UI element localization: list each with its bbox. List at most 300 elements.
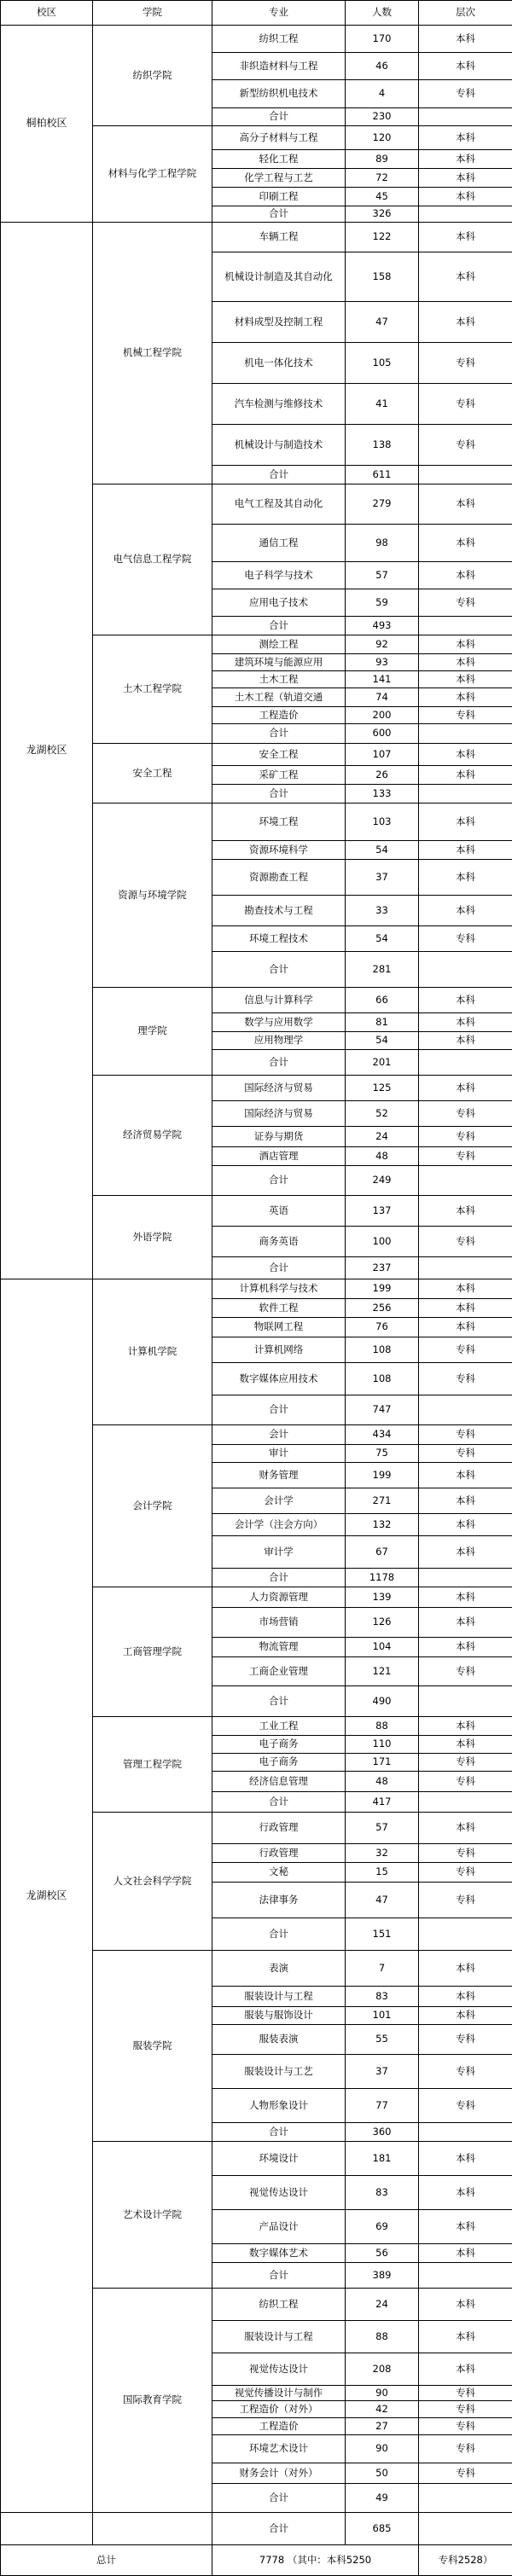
subtotal-count: 360 xyxy=(346,2123,419,2142)
level-cell: 专科 xyxy=(419,1101,512,1127)
count-cell: 74 xyxy=(346,688,419,707)
count-cell: 47 xyxy=(346,302,419,343)
count-cell: 66 xyxy=(346,988,419,1013)
college-name: 理学院 xyxy=(93,988,212,1076)
level-cell: 本科 xyxy=(419,744,512,766)
count-cell: 105 xyxy=(346,343,419,384)
count-cell: 93 xyxy=(346,654,419,671)
major-cell: 国际经济与贸易 xyxy=(212,1101,346,1127)
subtotal-count: 490 xyxy=(346,1686,419,1717)
level-cell: 本科 xyxy=(419,1463,512,1488)
subtotal-level xyxy=(419,1050,512,1076)
count-cell: 37 xyxy=(346,860,419,896)
count-cell: 141 xyxy=(346,671,419,688)
major-cell: 数学与应用数学 xyxy=(212,1013,346,1032)
level-cell: 本科 xyxy=(419,654,512,671)
extra-level-cell xyxy=(419,2513,512,2545)
major-cell: 车辆工程 xyxy=(212,223,346,252)
subtotal-label: 合计 xyxy=(212,1050,346,1076)
campus-name: 龙湖校区 xyxy=(1,223,93,1279)
college-name: 计算机学院 xyxy=(93,1279,212,1425)
level-cell: 专科 xyxy=(419,425,512,466)
campus-name: 桐柏校区 xyxy=(1,26,93,223)
subtotal-count: 49 xyxy=(346,2484,419,2513)
extra-campus-cell xyxy=(1,2513,93,2545)
level-cell: 专科 xyxy=(419,2401,512,2418)
major-cell: 计算机科学与技术 xyxy=(212,1279,346,1299)
college-name: 土木工程学院 xyxy=(93,635,212,744)
count-cell: 15 xyxy=(346,1863,419,1883)
count-cell: 24 xyxy=(346,1127,419,1147)
grand-total-value: 7778 （其中：本科5250 xyxy=(212,2545,419,2576)
count-cell: 27 xyxy=(346,2418,419,2435)
count-cell: 171 xyxy=(346,1754,419,1772)
subtotal-label: 合计 xyxy=(212,1686,346,1717)
subtotal-count: 600 xyxy=(346,724,419,744)
major-cell: 土木工程 xyxy=(212,671,346,688)
level-cell: 本科 xyxy=(419,484,512,525)
major-cell: 商务英语 xyxy=(212,1227,346,1257)
level-cell: 专科 xyxy=(419,2055,512,2089)
level-cell: 专科 xyxy=(419,1363,512,1395)
level-cell: 本科 xyxy=(419,2353,512,2386)
college-name: 材料与化学工程学院 xyxy=(93,126,212,223)
count-cell: 122 xyxy=(346,223,419,252)
header-college: 学院 xyxy=(93,1,212,26)
count-cell: 46 xyxy=(346,53,419,80)
level-cell: 本科 xyxy=(419,896,512,926)
level-cell: 本科 xyxy=(419,1514,512,1536)
subtotal-label: 合计 xyxy=(212,617,346,635)
level-cell: 专科 xyxy=(419,2418,512,2435)
count-cell: 108 xyxy=(346,1363,419,1395)
count-cell: 52 xyxy=(346,1101,419,1127)
major-cell: 工程造价（对外） xyxy=(212,2401,346,2418)
major-cell: 电气工程及其自动化 xyxy=(212,484,346,525)
count-cell: 83 xyxy=(346,2176,419,2210)
major-cell: 环境工程 xyxy=(212,804,346,841)
level-cell: 专科 xyxy=(419,1445,512,1463)
subtotal-count: 237 xyxy=(346,1257,419,1279)
header-major: 专业 xyxy=(212,1,346,26)
count-cell: 92 xyxy=(346,635,419,654)
level-cell: 本科 xyxy=(419,2289,512,2321)
subtotal-count: 133 xyxy=(346,785,419,804)
subtotal-label: 合计 xyxy=(212,785,346,804)
major-cell: 国际经济与贸易 xyxy=(212,1076,346,1101)
subtotal-label: 合计 xyxy=(212,1166,346,1196)
major-cell: 工程造价 xyxy=(212,2418,346,2435)
major-cell: 审计学 xyxy=(212,1536,346,1569)
level-cell: 专科 xyxy=(419,926,512,952)
level-cell: 本科 xyxy=(419,1987,512,2007)
count-cell: 132 xyxy=(346,1514,419,1536)
level-cell: 专科 xyxy=(419,384,512,425)
count-cell: 83 xyxy=(346,1987,419,2007)
count-cell: 88 xyxy=(346,2321,419,2353)
count-cell: 200 xyxy=(346,707,419,724)
count-cell: 108 xyxy=(346,1337,419,1363)
level-cell: 本科 xyxy=(419,1076,512,1101)
college-name: 会计学院 xyxy=(93,1425,212,1587)
major-cell: 电子科学与技术 xyxy=(212,562,346,589)
subtotal-label: 合计 xyxy=(212,724,346,744)
grand-total-label: 总计 xyxy=(1,2545,212,2576)
level-cell: 本科 xyxy=(419,671,512,688)
major-cell: 行政管理 xyxy=(212,1844,346,1863)
level-cell: 本科 xyxy=(419,223,512,252)
level-cell: 本科 xyxy=(419,1813,512,1844)
major-cell: 资源环境科学 xyxy=(212,841,346,860)
major-cell: 轻化工程 xyxy=(212,150,346,169)
level-cell: 专科 xyxy=(419,1863,512,1883)
header-campus: 校区 xyxy=(1,1,93,26)
table-row xyxy=(1,1279,512,1299)
major-cell: 机械设计制造及其自动化 xyxy=(212,252,346,302)
major-cell: 工业工程 xyxy=(212,1717,346,1736)
college-name: 安全工程 xyxy=(93,744,212,804)
major-cell: 环境艺术设计 xyxy=(212,2435,346,2463)
subtotal-label: 合计 xyxy=(212,1918,346,1951)
subtotal-count: 201 xyxy=(346,1050,419,1076)
count-cell: 181 xyxy=(346,2142,419,2176)
extra-total-value: 685 xyxy=(346,2513,419,2545)
count-cell: 24 xyxy=(346,2289,419,2321)
major-cell: 物联网工程 xyxy=(212,1318,346,1337)
major-cell: 土木工程（轨道交通 xyxy=(212,688,346,707)
major-cell: 机电一体化技术 xyxy=(212,343,346,384)
level-cell: 本科 xyxy=(419,150,512,169)
subtotal-label: 合计 xyxy=(212,1395,346,1425)
subtotal-level xyxy=(419,952,512,988)
major-cell: 通信工程 xyxy=(212,525,346,562)
table-row xyxy=(1,26,512,53)
subtotal-label: 合计 xyxy=(212,2123,346,2142)
count-cell: 90 xyxy=(346,2435,419,2463)
major-cell: 服装设计与工程 xyxy=(212,2321,346,2353)
subtotal-label: 合计 xyxy=(212,2484,346,2513)
level-cell: 专科 xyxy=(419,2463,512,2484)
college-name: 外语学院 xyxy=(93,1196,212,1279)
major-cell: 经济信息管理 xyxy=(212,1772,346,1792)
level-cell: 专科 xyxy=(419,2386,512,2401)
major-cell: 工商企业管理 xyxy=(212,1657,346,1686)
major-cell: 人物形象设计 xyxy=(212,2089,346,2123)
level-cell: 本科 xyxy=(419,562,512,589)
major-cell: 财务会计（对外） xyxy=(212,2463,346,2484)
count-cell: 7 xyxy=(346,1951,419,1987)
major-cell: 纺织工程 xyxy=(212,26,346,53)
level-cell: 本科 xyxy=(419,1736,512,1754)
subtotal-label: 合计 xyxy=(212,952,346,988)
major-cell: 化学工程与工艺 xyxy=(212,169,346,188)
subtotal-label: 合计 xyxy=(212,2263,346,2289)
level-cell: 本科 xyxy=(419,302,512,343)
level-cell: 本科 xyxy=(419,635,512,654)
count-cell: 138 xyxy=(346,425,419,466)
subtotal-label: 合计 xyxy=(212,206,346,223)
count-cell: 48 xyxy=(346,1772,419,1792)
level-cell: 本科 xyxy=(419,2007,512,2025)
level-cell: 本科 xyxy=(419,2244,512,2263)
subtotal-count: 249 xyxy=(346,1166,419,1196)
level-cell: 本科 xyxy=(419,804,512,841)
major-cell: 软件工程 xyxy=(212,1299,346,1318)
level-cell: 本科 xyxy=(419,1717,512,1736)
level-cell: 本科 xyxy=(419,169,512,188)
major-cell: 机械设计与制造技术 xyxy=(212,425,346,466)
major-cell: 数字媒体应用技术 xyxy=(212,1363,346,1395)
major-cell: 信息与计算科学 xyxy=(212,988,346,1013)
subtotal-count: 611 xyxy=(346,466,419,484)
major-cell: 证券与期货 xyxy=(212,1127,346,1147)
major-cell: 电子商务 xyxy=(212,1754,346,1772)
count-cell: 107 xyxy=(346,744,419,766)
major-cell: 表演 xyxy=(212,1951,346,1987)
major-cell: 会计 xyxy=(212,1425,346,1445)
count-cell: 88 xyxy=(346,1717,419,1736)
level-cell: 本科 xyxy=(419,1318,512,1337)
major-cell: 印刷工程 xyxy=(212,188,346,206)
major-cell: 采矿工程 xyxy=(212,766,346,785)
subtotal-label: 合计 xyxy=(212,1569,346,1587)
count-cell: 56 xyxy=(346,2244,419,2263)
count-cell: 208 xyxy=(346,2353,419,2386)
count-cell: 101 xyxy=(346,2007,419,2025)
level-cell: 本科 xyxy=(419,2321,512,2353)
count-cell: 69 xyxy=(346,2210,419,2244)
major-cell: 非织造材料与工程 xyxy=(212,53,346,80)
college-name: 人文社会科学学院 xyxy=(93,1813,212,1951)
major-cell: 服装与服饰设计 xyxy=(212,2007,346,2025)
level-cell: 专科 xyxy=(419,1425,512,1445)
count-cell: 32 xyxy=(346,1844,419,1863)
subtotal-level xyxy=(419,724,512,744)
college-name: 资源与环境学院 xyxy=(93,804,212,988)
level-cell: 本科 xyxy=(419,1013,512,1032)
subtotal-level xyxy=(419,1395,512,1425)
subtotal-count: 281 xyxy=(346,952,419,988)
count-cell: 72 xyxy=(346,169,419,188)
count-cell: 42 xyxy=(346,2401,419,2418)
major-cell: 财务管理 xyxy=(212,1463,346,1488)
level-cell: 本科 xyxy=(419,1951,512,1987)
major-cell: 高分子材料与工程 xyxy=(212,126,346,150)
subtotal-label: 合计 xyxy=(212,466,346,484)
college-name: 电气信息工程学院 xyxy=(93,484,212,635)
major-cell: 汽车检测与维修技术 xyxy=(212,384,346,425)
subtotal-count: 326 xyxy=(346,206,419,223)
count-cell: 4 xyxy=(346,80,419,108)
level-cell: 专科 xyxy=(419,1227,512,1257)
major-cell: 物流管理 xyxy=(212,1638,346,1657)
level-cell: 本科 xyxy=(419,988,512,1013)
level-cell: 本科 xyxy=(419,688,512,707)
count-cell: 199 xyxy=(346,1463,419,1488)
subtotal-level xyxy=(419,2263,512,2289)
level-cell: 专科 xyxy=(419,1754,512,1772)
count-cell: 139 xyxy=(346,1587,419,1608)
subtotal-level xyxy=(419,1918,512,1951)
count-cell: 54 xyxy=(346,926,419,952)
level-cell: 本科 xyxy=(419,841,512,860)
major-cell: 环境工程技术 xyxy=(212,926,346,952)
count-cell: 90 xyxy=(346,2386,419,2401)
campus-name: 龙湖校区 xyxy=(1,1279,93,2513)
subtotal-level xyxy=(419,206,512,223)
major-cell: 文秘 xyxy=(212,1863,346,1883)
grand-total-row xyxy=(1,2545,512,2576)
count-cell: 41 xyxy=(346,384,419,425)
subtotal-level xyxy=(419,617,512,635)
college-name: 服装学院 xyxy=(93,1951,212,2142)
level-cell: 专科 xyxy=(419,2435,512,2463)
count-cell: 75 xyxy=(346,1445,419,1463)
major-cell: 产品设计 xyxy=(212,2210,346,2244)
count-cell: 199 xyxy=(346,1279,419,1299)
count-cell: 81 xyxy=(346,1013,419,1032)
level-cell: 专科 xyxy=(419,1657,512,1686)
level-cell: 专科 xyxy=(419,1127,512,1147)
count-cell: 67 xyxy=(346,1536,419,1569)
level-cell: 本科 xyxy=(419,1608,512,1638)
level-cell: 本科 xyxy=(419,53,512,80)
subtotal-count: 493 xyxy=(346,617,419,635)
count-cell: 55 xyxy=(346,2025,419,2055)
major-cell: 服装设计与工艺 xyxy=(212,2055,346,2089)
level-cell: 本科 xyxy=(419,2142,512,2176)
level-cell: 本科 xyxy=(419,1279,512,1299)
count-cell: 48 xyxy=(346,1147,419,1166)
major-cell: 计算机网络 xyxy=(212,1337,346,1363)
count-cell: 126 xyxy=(346,1608,419,1638)
subtotal-level xyxy=(419,466,512,484)
header-row xyxy=(1,1,512,26)
header-count: 人数 xyxy=(346,1,419,26)
level-cell: 本科 xyxy=(419,1299,512,1318)
count-cell: 57 xyxy=(346,1813,419,1844)
major-cell: 审计 xyxy=(212,1445,346,1463)
subtotal-level xyxy=(419,1166,512,1196)
college-name: 管理工程学院 xyxy=(93,1717,212,1813)
count-cell: 50 xyxy=(346,2463,419,2484)
subtotal-level xyxy=(419,108,512,126)
count-cell: 103 xyxy=(346,804,419,841)
level-cell: 本科 xyxy=(419,188,512,206)
count-cell: 170 xyxy=(346,26,419,53)
college-name: 机械工程学院 xyxy=(93,223,212,484)
count-cell: 33 xyxy=(346,896,419,926)
level-cell: 专科 xyxy=(419,1337,512,1363)
college-name: 工商管理学院 xyxy=(93,1587,212,1717)
major-cell: 酒店管理 xyxy=(212,1147,346,1166)
level-cell: 本科 xyxy=(419,252,512,302)
major-cell: 纺织工程 xyxy=(212,2289,346,2321)
major-cell: 安全工程 xyxy=(212,744,346,766)
major-cell: 会计学（注会方向） xyxy=(212,1514,346,1536)
subtotal-level xyxy=(419,1686,512,1717)
count-cell: 104 xyxy=(346,1638,419,1657)
level-cell: 本科 xyxy=(419,26,512,53)
level-cell: 本科 xyxy=(419,860,512,896)
level-cell: 专科 xyxy=(419,80,512,108)
count-cell: 125 xyxy=(346,1076,419,1101)
level-cell: 本科 xyxy=(419,1638,512,1657)
level-cell: 专科 xyxy=(419,1147,512,1166)
level-cell: 本科 xyxy=(419,1488,512,1514)
table-row xyxy=(1,223,512,252)
level-cell: 本科 xyxy=(419,1032,512,1050)
major-cell: 人力资源管理 xyxy=(212,1587,346,1608)
count-cell: 26 xyxy=(346,766,419,785)
level-cell: 专科 xyxy=(419,1772,512,1792)
level-cell: 本科 xyxy=(419,766,512,785)
major-cell: 环境设计 xyxy=(212,2142,346,2176)
major-cell: 勘查技术与工程 xyxy=(212,896,346,926)
level-cell: 专科 xyxy=(419,343,512,384)
count-cell: 76 xyxy=(346,1318,419,1337)
count-cell: 54 xyxy=(346,841,419,860)
major-cell: 市场营销 xyxy=(212,1608,346,1638)
subtotal-label: 合计 xyxy=(212,108,346,126)
count-cell: 59 xyxy=(346,589,419,617)
level-cell: 本科 xyxy=(419,1536,512,1569)
subtotal-level xyxy=(419,1257,512,1279)
level-cell: 专科 xyxy=(419,589,512,617)
extra-college-cell xyxy=(93,2513,212,2545)
grand-total-specialty: 专科2528） xyxy=(419,2545,512,2576)
count-cell: 89 xyxy=(346,150,419,169)
count-cell: 279 xyxy=(346,484,419,525)
major-cell: 法律事务 xyxy=(212,1883,346,1918)
level-cell: 本科 xyxy=(419,2210,512,2244)
subtotal-count: 747 xyxy=(346,1395,419,1425)
count-cell: 77 xyxy=(346,2089,419,2123)
subtotal-count: 417 xyxy=(346,1792,419,1813)
major-cell: 视觉传达设计 xyxy=(212,2176,346,2210)
level-cell: 专科 xyxy=(419,707,512,724)
count-cell: 271 xyxy=(346,1488,419,1514)
count-cell: 100 xyxy=(346,1227,419,1257)
subtotal-level xyxy=(419,785,512,804)
major-cell: 资源勘查工程 xyxy=(212,860,346,896)
count-cell: 256 xyxy=(346,1299,419,1318)
major-cell: 材料成型及控制工程 xyxy=(212,302,346,343)
count-cell: 137 xyxy=(346,1196,419,1227)
major-cell: 服装设计与工程 xyxy=(212,1987,346,2007)
subtotal-level xyxy=(419,1792,512,1813)
major-cell: 数字媒体艺术 xyxy=(212,2244,346,2263)
subtotal-label: 合计 xyxy=(212,1257,346,1279)
level-cell: 本科 xyxy=(419,126,512,150)
header-level: 层次 xyxy=(419,1,512,26)
level-cell: 专科 xyxy=(419,1844,512,1863)
major-cell: 会计学 xyxy=(212,1488,346,1514)
major-cell: 测绘工程 xyxy=(212,635,346,654)
college-name: 纺织学院 xyxy=(93,26,212,126)
college-name: 经济贸易学院 xyxy=(93,1076,212,1196)
count-cell: 37 xyxy=(346,2055,419,2089)
major-cell: 工程造价 xyxy=(212,707,346,724)
major-cell: 应用物理学 xyxy=(212,1032,346,1050)
subtotal-label: 合计 xyxy=(212,1792,346,1813)
level-cell: 专科 xyxy=(419,2025,512,2055)
major-cell: 视觉传播设计与制作 xyxy=(212,2386,346,2401)
count-cell: 98 xyxy=(346,525,419,562)
major-cell: 应用电子技术 xyxy=(212,589,346,617)
major-cell: 电子商务 xyxy=(212,1736,346,1754)
major-cell: 视觉传达设计 xyxy=(212,2353,346,2386)
